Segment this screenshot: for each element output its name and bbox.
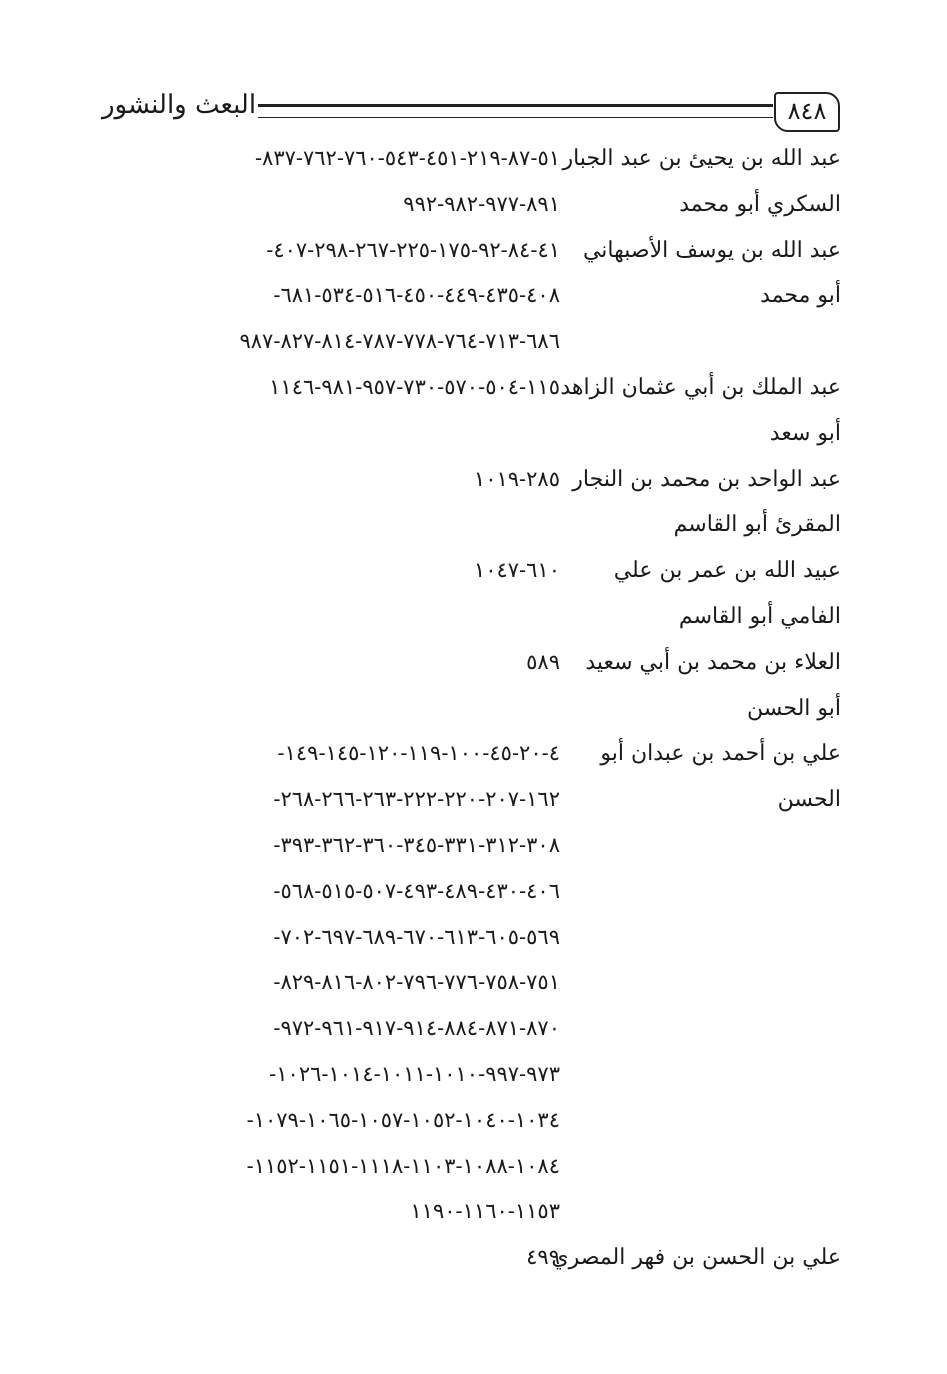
entry-name: علي بن الحسن بن فهر المصري [551,1245,841,1271]
book-title: البعث والنشور [102,90,257,120]
index-entry-row [100,1193,845,1239]
entry-page-refs: ١٠٣٤-١٠٤٠-١٠٥٢-١٠٥٧-١٠٦٥-١٠٧٩- [246,1107,560,1132]
entry-name: السكري أبو محمد [679,191,841,217]
entry-page-refs: ٣٠٨-٣١٢-٣٣١-٣٤٥-٣٦٠-٣٦٢-٣٩٣- [273,832,560,857]
entry-name: العلاء بن محمد بن أبي سعيد [585,649,841,675]
entry-page-refs: ٤٠٨-٤٣٥-٤٤٩-٤٥٠-٥١٦-٥٣٤-٦٨١- [273,283,560,308]
entry-name: عبد الله بن يحيئ بن عبد الجبار [562,146,841,171]
entry-name: عبد الله بن يوسف الأصبهاني [582,237,841,263]
index-entry-row [100,644,845,690]
index-entry-row [100,1056,845,1102]
entry-page-refs: ٦١٠-١٠٤٧ [473,558,560,583]
entry-page-refs: ١٦٢-٢٠٧-٢٢٠-٢٢٢-٢٦٣-٢٦٦-٢٦٨- [273,787,560,812]
index-entry-row [100,461,845,507]
index-entry-row [100,735,845,781]
entry-name: عبد الواحد بن محمد بن النجار [572,466,841,492]
entry-name: الفامي أبو القاسم [678,603,841,629]
entry-name: الحسن [777,787,841,813]
entry-page-refs: ٤-٢٠-٤٥-١٠٠-١١٩-١٢٠-١٤٥-١٤٩- [277,741,560,766]
index-entry-row [100,232,845,278]
entry-page-refs: ٤١-٨٤-٩٢-١٧٥-٢٢٥-٢٦٧-٢٩٨-٤٠٧- [266,237,560,262]
index-entry-row [100,323,845,369]
entry-page-refs: ٨٩١-٩٧٧-٩٨٢-٩٩٢ [403,191,560,216]
entry-page-refs: ٨٧٠-٨٧١-٨٨٤-٩١٤-٩١٧-٩٦١-٩٧٢- [273,1016,560,1041]
header-rule [258,104,773,118]
index-entry-row [100,140,845,186]
index-entry-row [100,415,845,461]
index-entry-row [100,277,845,323]
index-entry-row [100,690,845,736]
entry-page-refs: ١١٥٣-١١٦٠-١١٩٠ [410,1199,560,1224]
index-entry-row [100,964,845,1010]
entry-name: أبو سعد [769,420,841,446]
index-entry-row [100,598,845,644]
index-entry-row [100,873,845,919]
entry-page-refs: ٥١-٨٧-٢١٩-٤٥١-٥٤٣-٧٦٠-٧٦٢-٨٣٧- [254,146,560,170]
entry-page-refs: ١١٥-٥٠٤-٥٧٠-٧٣٠-٩٥٧-٩٨١-١١٤٦ [269,374,560,399]
entry-page-refs: ٩٧٣-٩٩٧-١٠١٠-١٠١١-١٠١٤-١٠٢٦- [269,1061,560,1086]
index-entry-row [100,506,845,552]
entry-name: أبو الحسن [747,695,841,721]
index-entry-row [100,186,845,232]
index-list [100,140,845,1285]
entry-page-refs: ٥٨٩ [526,649,560,674]
index-entry-row [100,781,845,827]
page-number: ٨٤٨ [774,92,840,132]
index-entry-row [100,919,845,965]
entry-name: عبد الملك بن أبي عثمان الزاهد [560,374,841,400]
index-entry-row [100,1148,845,1194]
entry-page-refs: ٤٠٦-٤٣٠-٤٨٩-٤٩٣-٥٠٧-٥١٥-٥٦٨- [273,878,560,903]
entry-page-refs: ٦٨٦-٧١٣-٧٦٤-٧٧٨-٧٨٧-٨١٤-٨٢٧-٩٨٧ [239,329,560,354]
entry-page-refs: ٢٨٥-١٠١٩ [473,466,560,491]
entry-name: المقرئ أبو القاسم [673,512,841,538]
entry-page-refs: ١٠٨٤-١٠٨٨-١١٠٣-١١١٨-١١٥١-١١٥٢- [246,1153,560,1178]
entry-name: أبو محمد [760,283,841,309]
page-header [100,88,845,132]
entry-page-refs: ٤٩٩ [526,1245,560,1270]
index-entry-row [100,1102,845,1148]
entry-name: علي بن أحمد بن عبدان أبو [600,741,841,767]
index-entry-row [100,827,845,873]
entry-page-refs: ٥٦٩-٦٠٥-٦١٣-٦٧٠-٦٨٩-٦٩٧-٧٠٢- [273,924,560,949]
index-entry-row [100,1239,845,1285]
entry-name: عبيد الله بن عمر بن علي [613,558,841,584]
index-entry-row [100,369,845,415]
index-entry-row [100,1010,845,1056]
entry-page-refs: ٧٥١-٧٥٨-٧٧٦-٧٩٦-٨٠٢-٨١٦-٨٢٩- [273,970,560,995]
index-entry-row [100,552,845,598]
